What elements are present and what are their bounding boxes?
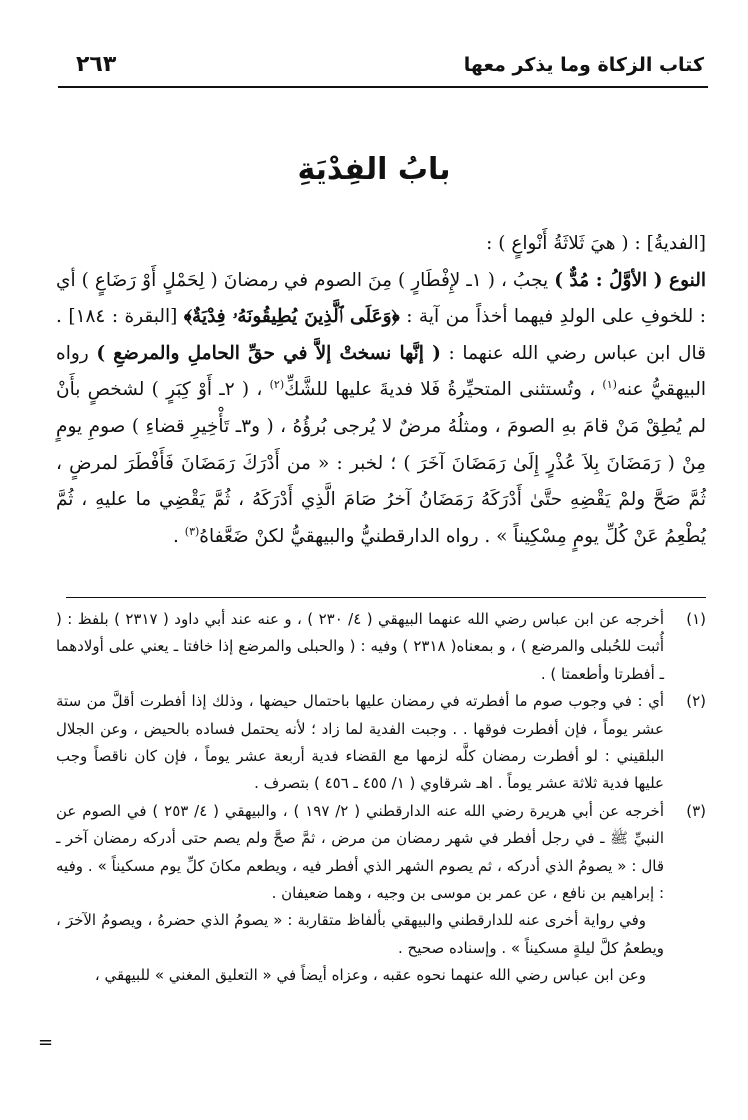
body-text: ، وتُستثنى المتحيِّرةُ فَلا فديةَ عليها للشَّكِّ [284, 379, 603, 401]
intro-line: [الفديةُ] : ( هيَ ثَلاثَةُ أَنْواعٍ ) : [486, 233, 706, 254]
body-text: رواه البيهقيُّ عنه [56, 342, 706, 401]
footnote-number: (٢) [686, 692, 706, 711]
header-divider [58, 86, 708, 88]
body-paragraph [56, 263, 706, 556]
footnote-text: أخرجه عن ابن عباس رضي الله عنهما البيهقي ( ٤/ ٢٣٠ ) ، و عنه عند أبي داود ( ٢٣١٧ ) بلفظ : ( أُثبت للحُبلى والمرضع ) ، و بمعناه( ٢٣١٨ ) وفيه : ( والحبلى والمرضع إذا خافتا ـ يعني على أولادهما ـ أفطرتا وأطعمتا ) . [56, 610, 664, 683]
ibn-abbas-quote: ( إنَّها نسختْ إلاَّ في حقِّ الحاملِ والمرضعِ ) [96, 342, 441, 364]
footnote-text: أخرجه عن أبي هريرة رضي الله عنه الدارقطني ( ٢/ ١٩٧ ) ، والبيهقي ( ٤/ ٢٥٣ ) في الصوم عن النبيِّ ﷺ ـ في رجل أفطر في شهر رمضان من مرض ، ثمَّ صحَّ ولم يصم حتى أدركه رمضان آخر ـ قال : « يصومُ الذي أدركه ، ثم يصوم الشهر الذي أفطر فيه ، ويطعم مكانَ كلِّ يوم مسكيناً » . وفيه : إبراهيم بن نافع ، عن عمر بن موسى بن وجيه ، وهما ضعيفان . [56, 801, 664, 903]
footnote-ref-3[interactable]: (٣) [184, 524, 200, 538]
continuation-mark: = [38, 1032, 54, 1053]
footnote [56, 606, 706, 688]
footnote-continuation: وعن ابن عباس رضي الله عنهما نحوه عقبه ، وعزاه أيضاً في « التعليق المغني » للبيهقي ، [94, 966, 646, 985]
body-text: . [173, 525, 185, 547]
running-header-book-title: كتاب الزكاة وما يذكر معها [463, 54, 704, 76]
footnote-ref-1[interactable]: (١) [602, 378, 617, 392]
footnote-number: (١) [686, 610, 706, 628]
body-text: [البقرة : ١٨٤] . قال ابن عباس رضي الله عنهما : [56, 306, 706, 364]
main-text [56, 226, 706, 555]
footnote [56, 688, 706, 798]
footnotes [56, 606, 706, 990]
footnote-text: أي : في وجوب صوم ما أفطرته في رمضان عليها باحتمال حيضها ، وذلك إذا أفطرت أقلَّ من ستة عشر يوماً ، فإن أفطرت فوقها . . وجبت الفدية لما زاد ؛ لأنه يحتمل فساده بالحيض ، وعن الجلال البلقيني : لو أفطرت رمضان كلَّه لزمها مع القضاء فدية أربعة عشر يوماً ، فإن كان ناقصاً وجب عليها فدية ثلاثة عشر يوماً . اهـ شرقاوي ( ١/ ٤٥٥ ـ ٤٥٦ ) بتصرف . [56, 692, 664, 793]
chapter-title: بابُ الفِدْيَةِ [297, 152, 451, 187]
body-text: ، ( ٢ـ أَوْ كِبَرٍ ) لشخصٍ بأَنْ لم يُطِقْ مَنْ قامَ بهِ الصومَ ، ومثلُهُ مرضٌ لا يُرجى بُرؤُهُ ، ( و٣ـ تَأْخِيرِ قضاءِ ) صومِ يومٍ مِنْ ( رَمَضَانَ بِلاَ عُذْرٍ إِلَىٰ رَمَضَانَ آخَرَ ) ؛ لخبر : « من أَدْرَكَ رَمَضَانَ فَأَفْطَرَ لمرضٍ ، ثُمَّ صَحَّ ولمْ يَقْضِهِ حتَّىٰ أَدْرَكَهُ رَمَضَانُ آخرُ صَامَ الَّذِي أَدْرَكَهُ ، ثُمَّ يَقْضِي ما عليهِ ، ثُمَّ يُطْعِمُ عَنْ كُلِّ يومٍ مِسْكِيناً » . رواه الدارقطنيُّ والبيهقيُّ لكنْ ضَعَّفاهُ [56, 379, 706, 547]
page-number: ٢٦٣ [76, 52, 117, 77]
footnote [56, 798, 706, 908]
footnote-continuation: وفي رواية أخرى عنه للدارقطني والبيهقي بألفاظ متقاربة : « يصومُ الذي حضرهُ ، ويصومُ الآخرَ ، ويطعمُ كلَّ ليلةٍ مسكيناً » . وإسناده صحيح . [56, 911, 664, 957]
quran-verse: ﴿وَعَلَى ٱلَّذِينَ يُطِيقُونَهُۥ فِدْيَةٌ﴾ [183, 306, 400, 328]
type-one-heading: النوع ( الأوَّلُ : مُدٌّ ) [554, 269, 706, 291]
body-text: يجبُ ، ( ١ـ لإِفْطَارٍ ) مِنَ الصوم في رمضانَ ( لِحَمْلٍ أَوْ رَضَاعٍ ) أي : للخوفِ على الولدِ فيهما أخذاً من آية : [56, 269, 706, 328]
footnote-divider [66, 597, 706, 598]
footnote-number: (٣) [686, 801, 706, 820]
footnote-ref-2[interactable]: (٢) [269, 378, 285, 392]
